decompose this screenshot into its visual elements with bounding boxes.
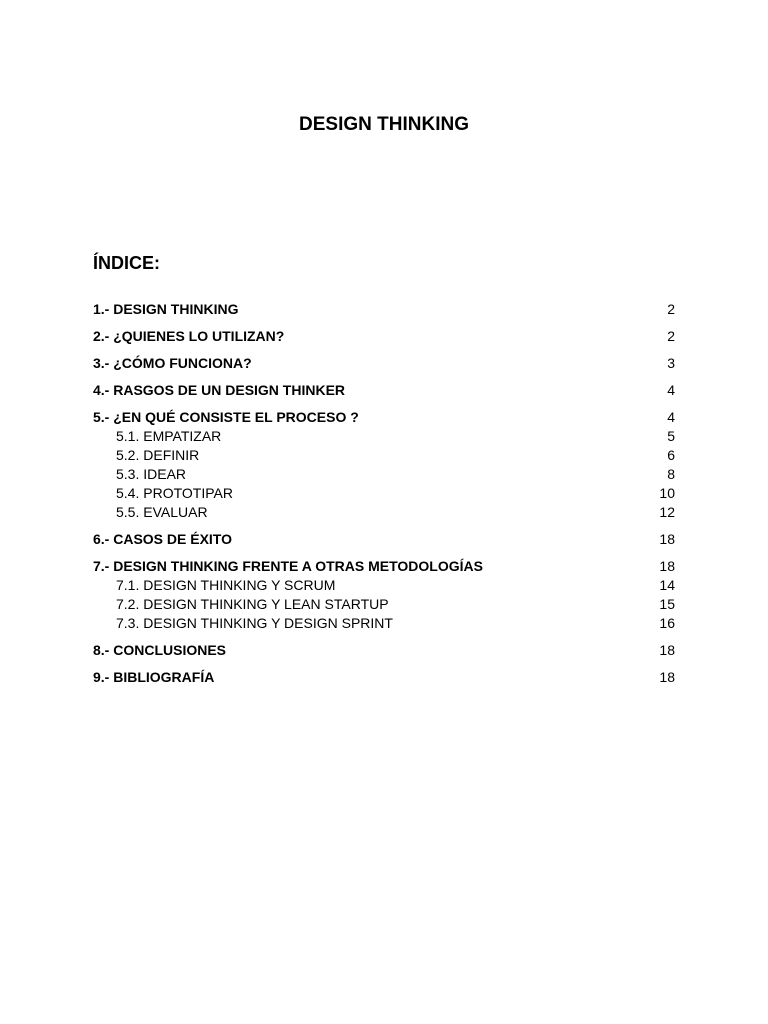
toc-section [93,668,675,687]
toc-entry-label: 3.- ¿CÓMO FUNCIONA? [93,355,252,371]
toc-entry[interactable] [93,530,675,549]
toc-entry[interactable] [93,557,675,576]
toc-entry-page-number: 18 [659,642,675,658]
toc-entry-label: 6.- CASOS DE ÉXITO [93,531,232,547]
toc-subentry-label: 7.1. DESIGN THINKING Y SCRUM [116,577,336,593]
toc-entry[interactable] [93,408,675,427]
toc-subentry-label: 5.2. DEFINIR [116,447,200,463]
toc-subentry-label: 7.3. DESIGN THINKING Y DESIGN SPRINT [116,615,393,631]
toc-subentry[interactable] [93,614,675,633]
toc-subentry-page-number: 6 [667,447,675,463]
toc-entry[interactable] [93,641,675,660]
toc-section [93,408,675,522]
toc-entry[interactable] [93,381,675,400]
toc-subentry-label: 7.2. DESIGN THINKING Y LEAN STARTUP [116,596,389,612]
toc-section [93,354,675,373]
toc-subentry[interactable] [93,595,675,614]
toc-heading: ÍNDICE: [93,253,160,273]
toc-entry-label: 7.- DESIGN THINKING FRENTE A OTRAS METODOLOGÍAS [93,558,483,574]
toc-entry-page-number: 4 [667,409,675,425]
toc-section [93,557,675,633]
toc-subentry-page-number: 14 [659,577,675,593]
toc-subentry-label: 5.3. IDEAR [116,466,187,482]
document-title: DESIGN THINKING [299,114,469,135]
toc-entry-page-number: 18 [659,558,675,574]
toc-subentry-label: 5.1. EMPATIZAR [116,428,222,444]
table-of-contents [93,300,675,695]
toc-entry-page-number: 2 [667,328,675,344]
toc-subentry[interactable] [93,465,675,484]
toc-section [93,300,675,319]
toc-entry-page-number: 4 [667,382,675,398]
toc-entry-page-number: 18 [659,531,675,547]
toc-subentry[interactable] [93,576,675,595]
toc-entry-label: 9.- BIBLIOGRAFÍA [93,669,215,685]
toc-entry[interactable] [93,327,675,346]
toc-subentry-page-number: 8 [667,466,675,482]
toc-subentry[interactable] [93,446,675,465]
toc-subentry-page-number: 12 [659,504,675,520]
toc-subentry-label: 5.5. EVALUAR [116,504,208,520]
toc-subentry-page-number: 5 [667,428,675,444]
toc-section [93,641,675,660]
toc-entry-label: 8.- CONCLUSIONES [93,642,227,658]
toc-section [93,381,675,400]
toc-entry-page-number: 3 [667,355,675,371]
toc-section [93,530,675,549]
toc-entry-label: 5.- ¿EN QUÉ CONSISTE EL PROCESO ? [93,409,359,425]
toc-entry[interactable] [93,354,675,373]
toc-entry[interactable] [93,300,675,319]
toc-entry-label: 1.- DESIGN THINKING [93,301,239,317]
toc-subentry[interactable] [93,427,675,446]
toc-subentry-page-number: 16 [659,615,675,631]
toc-entry-page-number: 2 [667,301,675,317]
toc-subentry-label: 5.4. PROTOTIPAR [116,485,233,501]
toc-entry-label: 4.- RASGOS DE UN DESIGN THINKER [93,382,346,398]
toc-subentry[interactable] [93,503,675,522]
toc-entry-page-number: 18 [659,669,675,685]
toc-subentry[interactable] [93,484,675,503]
toc-entry[interactable] [93,668,675,687]
toc-subentry-page-number: 15 [659,596,675,612]
toc-subentry-page-number: 10 [659,485,675,501]
toc-entry-label: 2.- ¿QUIENES LO UTILIZAN? [93,328,285,344]
toc-section [93,327,675,346]
